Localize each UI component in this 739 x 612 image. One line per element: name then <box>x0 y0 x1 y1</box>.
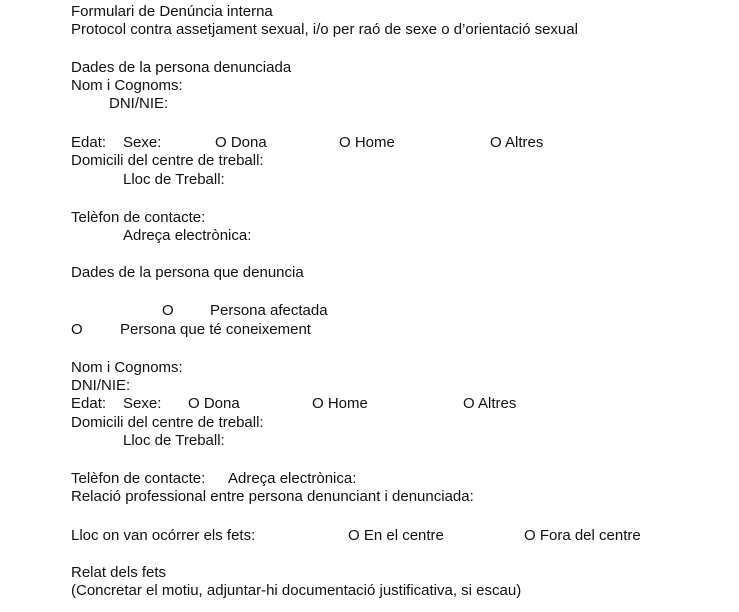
denunciant-sexe-home-radio[interactable]: O Home <box>312 395 368 412</box>
denunciant-dni-field[interactable]: DNI/NIE: <box>71 377 131 394</box>
denunciada-heading: Dades de la persona denunciada <box>71 59 292 76</box>
fora-del-centre-radio[interactable]: O Fora del centre <box>524 527 641 544</box>
denunciada-nom-field[interactable]: Nom i Cognoms: <box>71 77 183 94</box>
relacio-field[interactable]: Relació professional entre persona denunciant i denunciada: <box>71 488 474 505</box>
denunciant-heading: Dades de la persona que denuncia <box>71 264 304 281</box>
denunciant-email-field[interactable]: Adreça electrònica: <box>228 470 357 487</box>
denunciant-sexe-dona-radio[interactable]: O Dona <box>188 395 240 412</box>
coneixement-radio[interactable]: O <box>71 321 83 338</box>
denunciant-nom-field[interactable]: Nom i Cognoms: <box>71 359 183 376</box>
denunciada-sexe-label: Sexe: <box>123 134 162 151</box>
afectada-label: Persona afectada <box>210 302 328 319</box>
form-title: Formulari de Denúncia interna <box>71 3 273 20</box>
denunciada-telefon-field[interactable]: Telèfon de contacte: <box>71 209 206 226</box>
denunciant-sexe-label: Sexe: <box>123 395 162 412</box>
denunciada-edat-field[interactable]: Edat: <box>71 134 107 151</box>
denunciant-lloc-field[interactable]: Lloc de Treball: <box>123 432 225 449</box>
relat-heading: Relat dels fets <box>71 564 167 581</box>
denunciant-domicili-field[interactable]: Domicili del centre de treball: <box>71 414 264 431</box>
coneixement-label: Persona que té coneixement <box>120 321 311 338</box>
denunciada-sexe-altres-radio[interactable]: O Altres <box>490 134 544 151</box>
denunciada-sexe-home-radio[interactable]: O Home <box>339 134 395 151</box>
denunciada-domicili-field[interactable]: Domicili del centre de treball: <box>71 152 264 169</box>
denunciada-dni-field[interactable]: DNI/NIE: <box>109 95 169 112</box>
afectada-radio[interactable]: O <box>162 302 174 319</box>
denunciada-lloc-field[interactable]: Lloc de Treball: <box>123 171 225 188</box>
denunciant-sexe-altres-radio[interactable]: O Altres <box>463 395 517 412</box>
denunciant-telefon-field[interactable]: Telèfon de contacte: <box>71 470 206 487</box>
denunciant-edat-field[interactable]: Edat: <box>71 395 107 412</box>
form-subtitle: Protocol contra assetjament sexual, i/o per raó de sexe o d’orientació sexual <box>71 21 578 38</box>
relat-note: (Concretar el motiu, adjuntar-hi documentació justificativa, si escau) <box>71 582 522 599</box>
en-el-centre-radio[interactable]: O En el centre <box>348 527 444 544</box>
denunciada-sexe-dona-radio[interactable]: O Dona <box>215 134 267 151</box>
denunciada-email-field[interactable]: Adreça electrònica: <box>123 227 252 244</box>
lloc-fets-label: Lloc on van ocórrer els fets: <box>71 527 256 544</box>
